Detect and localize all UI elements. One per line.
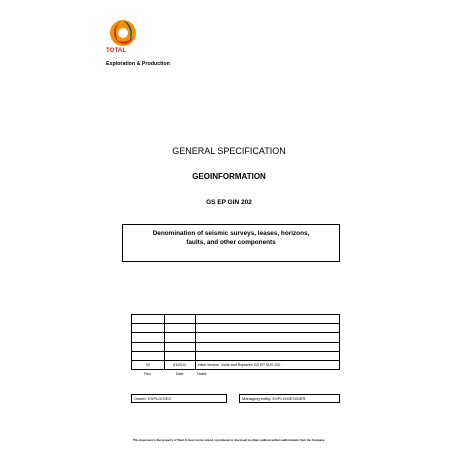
total-logo-icon [106, 16, 140, 52]
notes-cell [195, 351, 339, 360]
document-reference: GS EP GIN 202 [206, 199, 252, 206]
subject-box [122, 224, 340, 262]
discipline-title: GEOINFORMATION [192, 172, 266, 181]
document-type-title: GENERAL SPECIFICATION [172, 146, 286, 156]
date-header: Date [175, 371, 184, 376]
logo-wordmark: TOTAL [106, 48, 127, 54]
table-row [132, 351, 340, 360]
table-row [132, 333, 340, 342]
managing-entity-field: Managing entity: EXPLO/GEO/DER [239, 394, 340, 403]
notes-cell: Initial Version. Voids and Replaces GS EP SUG 202 [195, 360, 339, 369]
ownership-row [131, 394, 340, 403]
table-row [132, 315, 340, 324]
table-row [132, 342, 340, 351]
notes-cell [195, 333, 339, 342]
notes-cell [195, 324, 339, 333]
notes-cell [195, 315, 339, 324]
rev-header: Rev. [144, 371, 152, 376]
date-cell: 01/2012 [164, 360, 195, 369]
date-cell [164, 315, 195, 324]
table-row [132, 324, 340, 333]
rev-cell [132, 315, 165, 324]
date-cell [164, 324, 195, 333]
rev-cell [132, 342, 165, 351]
subject-text: Denomination of seismic surveys, leases, horizons, faults, and other components [152, 230, 310, 246]
division-label: Exploration & Production [106, 61, 170, 67]
date-cell [164, 333, 195, 342]
owner-field: Owner: EXPLO/GEO [131, 394, 227, 403]
rev-cell [132, 333, 165, 342]
rev-cell [132, 351, 165, 360]
notes-cell [195, 342, 339, 351]
revision-table [131, 314, 340, 378]
confidentiality-footer: This document is the property of Total. It must not be stored, reproduced or disclosed to others without written authorisation from the Company. [132, 438, 326, 442]
date-cell [164, 342, 195, 351]
notes-header: Notes [197, 371, 207, 376]
table-row [132, 360, 340, 369]
table-header-row [132, 370, 340, 378]
rev-cell: 00 [132, 360, 165, 369]
date-cell [164, 351, 195, 360]
rev-cell [132, 324, 165, 333]
